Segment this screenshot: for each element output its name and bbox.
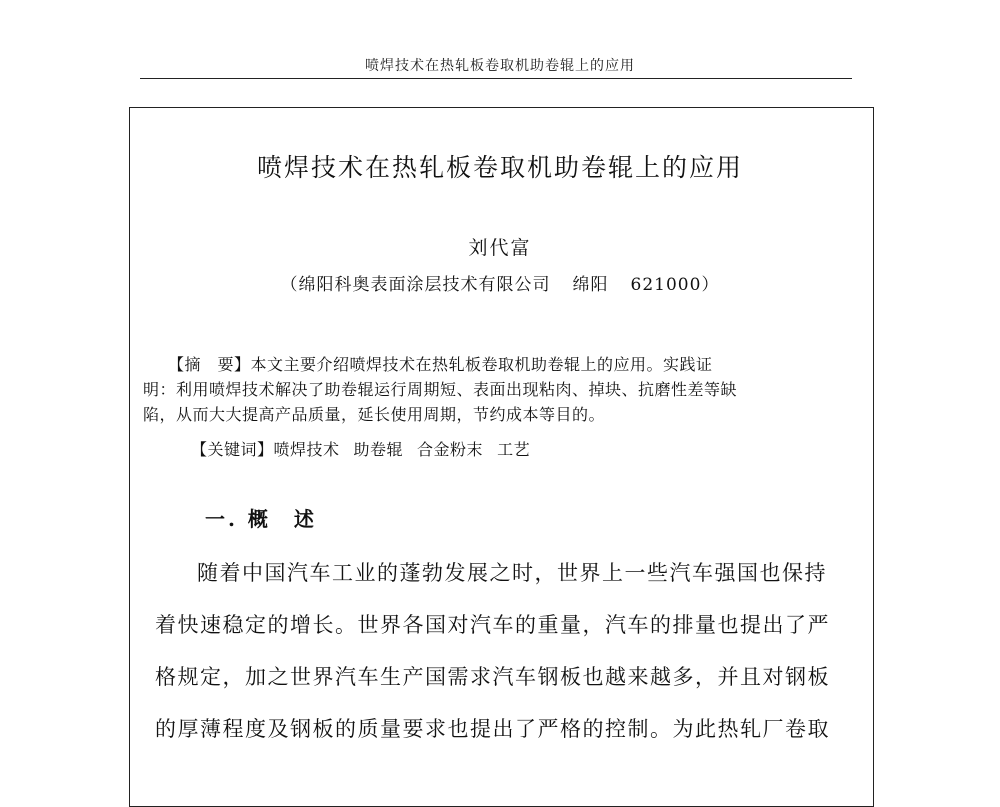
abstract [143,352,864,427]
abstract-line-3: 陷，从而大大提高产品质量，延长使用周期，节约成本等目的。 [143,405,606,424]
keyword-item: 助卷辊 [353,440,404,459]
affiliation-postcode: 621000 [630,275,702,295]
affiliation-close-paren: ） [701,275,720,295]
body-line-2: 着快速稳定的增长。世界各国对汽车的重量，汽车的排量也提出了严 [155,613,830,637]
body-line-3: 格规定，加之世界汽车生产国需求汽车钢板也越来越多，并且对钢板 [155,665,830,689]
abstract-line-2: 明：利用喷焊技术解决了助卷辊运行周期短、表面出现粘肉、掉块、抗磨性差等缺 [143,380,738,399]
keyword-item: 喷焊技术 [273,440,340,459]
abstract-line-1: 【摘 要】本文主要介绍喷焊技术在热轧板卷取机助卷辊上的应用。实践证 [143,355,713,374]
keyword-item: 工艺 [497,440,531,459]
author-name: 刘代富 [468,237,532,259]
paper-title: 喷焊技术在热轧板卷取机助卷辊上的应用 [256,153,743,182]
body-line-4: 的厚薄程度及钢板的质量要求也提出了严格的控制。为此热轧厂卷取 [155,717,830,741]
affiliation-city: 绵阳 [572,275,609,295]
section-heading: 一. 概 述 [205,507,317,531]
keyword-item: 合金粉末 [417,440,484,459]
affiliation [0,270,1000,295]
affiliation-open-paren: （ [280,275,299,295]
affiliation-org: 绵阳科奥表面涂层技术有限公司 [298,275,551,295]
header-rule [140,78,852,79]
section-body [155,547,867,755]
running-header: 喷焊技术在热轧板卷取机助卷辊上的应用 [365,58,635,74]
keywords [191,437,544,460]
keywords-label: 【关键词】 [191,440,274,459]
body-line-1: 随着中国汽车工业的蓬勃发展之时，世界上一些汽车强国也保持 [197,561,827,585]
